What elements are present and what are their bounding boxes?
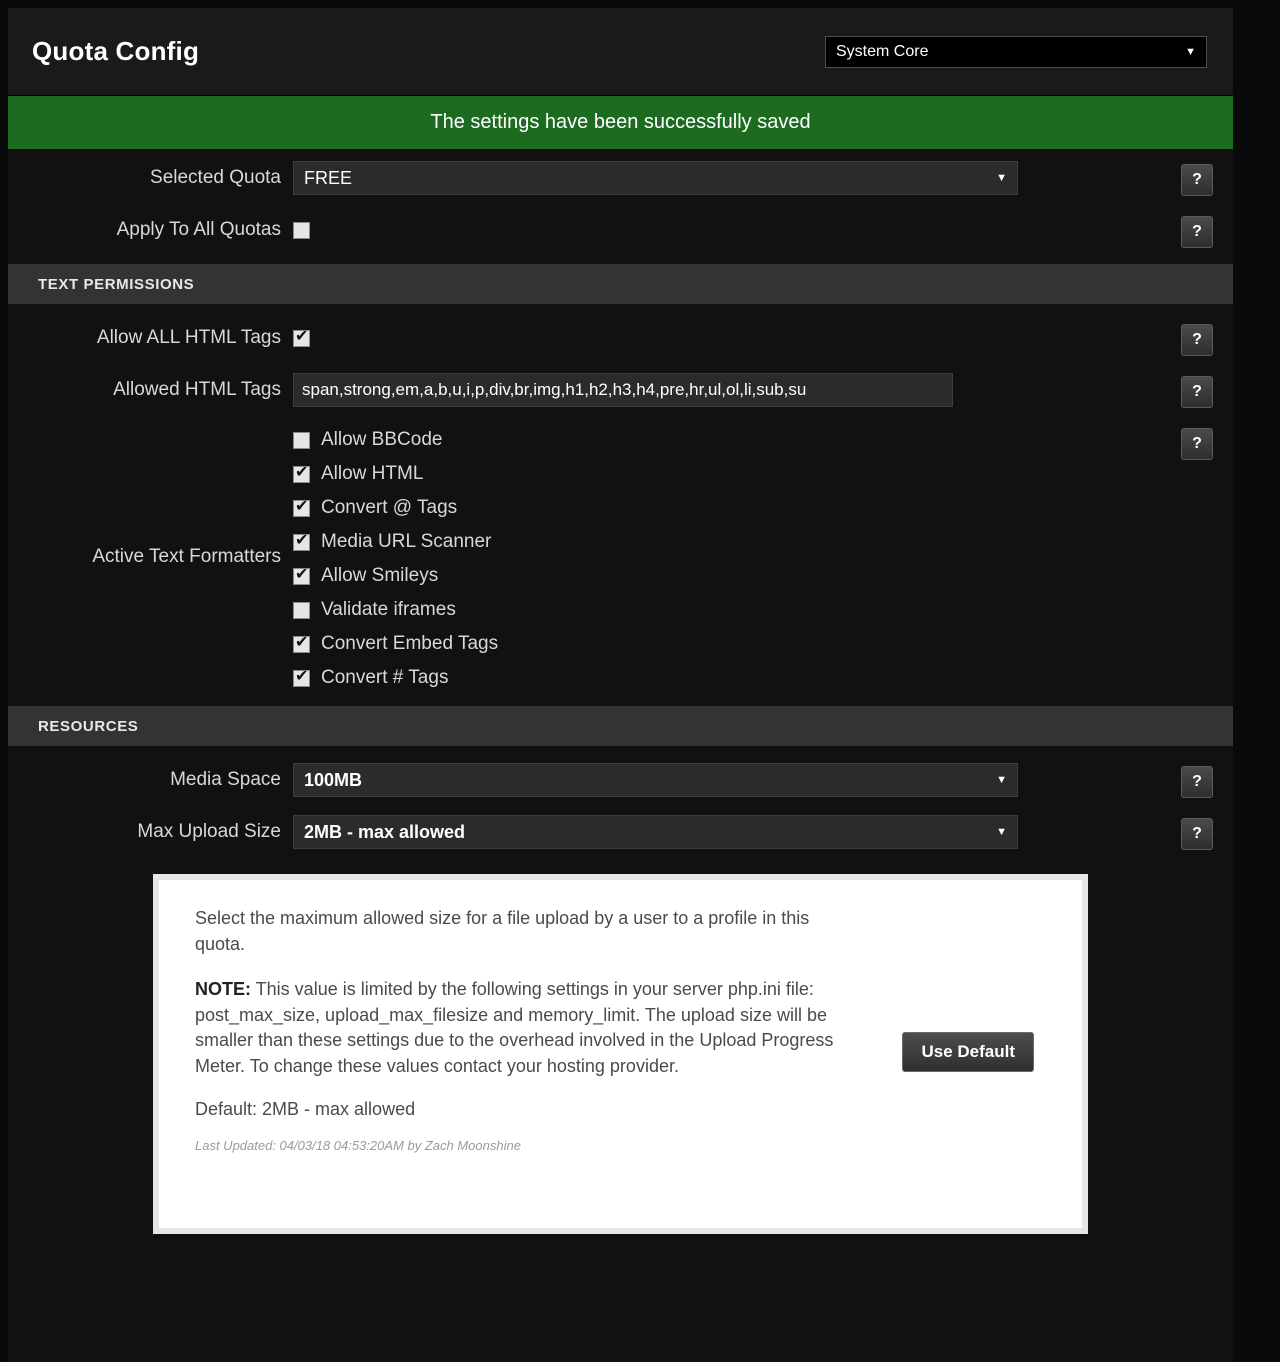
max-upload-size-value: 2MB - max allowed xyxy=(304,821,466,842)
row-selected-quota xyxy=(8,152,1233,204)
list-item[interactable] xyxy=(293,599,498,621)
help-button-apply-all-quotas[interactable]: ? xyxy=(1181,216,1213,248)
quota-config-app xyxy=(8,8,1233,1362)
max-upload-size-select[interactable] xyxy=(293,815,1018,849)
formatter-label: Convert # Tags xyxy=(321,667,449,688)
list-item[interactable] xyxy=(293,667,498,689)
use-default-button[interactable]: Use Default xyxy=(902,1032,1034,1072)
allow-all-html-tags-checkbox[interactable] xyxy=(293,330,310,347)
list-item[interactable] xyxy=(293,497,498,519)
formatter-label: Media URL Scanner xyxy=(321,531,492,552)
chevron-down-icon: ▼ xyxy=(996,826,1007,838)
help-button-media-space[interactable]: ? xyxy=(1181,766,1213,798)
allowed-html-tags-label: Allowed HTML Tags xyxy=(113,379,281,400)
help-panel-wrapper xyxy=(8,858,1233,1234)
row-allowed-html-tags xyxy=(8,364,1233,416)
allowed-html-tags-input[interactable]: span,strong,em,a,b,u,i,p,div,br,img,h1,h2,h3,h4,pre,hr,ul,ol,li,sub,su xyxy=(293,373,953,407)
allow-all-html-tags-label: Allow ALL HTML Tags xyxy=(96,327,281,348)
help-button-allowed-html-tags[interactable]: ? xyxy=(1181,376,1213,408)
row-allow-all-html-tags xyxy=(8,312,1233,364)
selected-quota-select[interactable] xyxy=(293,161,1018,195)
help-panel-default: Default: 2MB - max allowed xyxy=(195,1099,416,1120)
help-button-active-text-formatters[interactable]: ? xyxy=(1181,428,1213,460)
help-panel-note xyxy=(195,977,855,1079)
formatter-label: Validate iframes xyxy=(321,599,456,620)
help-panel-intro: Select the maximum allowed size for a file upload by a user to a profile in this quota. xyxy=(195,908,810,954)
chevron-down-icon: ▼ xyxy=(1185,45,1196,58)
selected-quota-value: FREE xyxy=(304,167,353,188)
help-button-allow-all-html-tags[interactable]: ? xyxy=(1181,324,1213,356)
formatter-label: Convert @ Tags xyxy=(321,497,458,518)
formatter-label: Allow HTML xyxy=(321,463,424,484)
formatter-checkbox-allow-html[interactable] xyxy=(293,466,310,483)
media-space-label: Media Space xyxy=(170,769,281,790)
formatter-checkbox-convert-at-tags[interactable] xyxy=(293,500,310,517)
formatter-checkbox-convert-embed-tags[interactable] xyxy=(293,636,310,653)
formatter-checkbox-validate-iframes[interactable] xyxy=(293,602,310,619)
app-header xyxy=(8,8,1233,96)
list-item[interactable] xyxy=(293,565,498,587)
list-item[interactable] xyxy=(293,633,498,655)
row-max-upload-size xyxy=(8,806,1233,858)
row-media-space xyxy=(8,754,1233,806)
help-button-selected-quota[interactable]: ? xyxy=(1181,164,1213,196)
scope-select-value: System Core xyxy=(836,42,929,60)
formatter-label: Convert Embed Tags xyxy=(321,633,499,654)
section-text-permissions: TEXT PERMISSIONS xyxy=(8,264,1233,304)
formatter-checkbox-convert-hash-tags[interactable] xyxy=(293,670,310,687)
scope-select[interactable] xyxy=(825,36,1207,68)
list-item[interactable] xyxy=(293,429,498,451)
help-panel-note-body: This value is limited by the following settings in your server php.ini file: post_max_size, upload_max_filesize and memory_limit. The upload size will be smaller than these settings due to the overhead involved in the Upload Progress Meter. To change these values contact your hosting provider. xyxy=(195,979,834,1076)
formatter-checkbox-allow-smileys[interactable] xyxy=(293,568,310,585)
active-text-formatters-label: Active Text Formatters xyxy=(92,546,281,567)
formatter-checkbox-media-url-scanner[interactable] xyxy=(293,534,310,551)
row-apply-all-quotas xyxy=(8,204,1233,256)
help-button-max-upload-size[interactable]: ? xyxy=(1181,818,1213,850)
selected-quota-label: Selected Quota xyxy=(150,167,281,188)
bottom-spacer xyxy=(8,1234,1233,1248)
page-title: Quota Config xyxy=(32,36,200,66)
apply-all-quotas-label: Apply To All Quotas xyxy=(116,219,281,240)
formatter-label: Allow Smileys xyxy=(321,565,439,586)
success-banner: The settings have been successfully saved xyxy=(8,96,1233,152)
chevron-down-icon: ▼ xyxy=(996,172,1007,184)
help-panel-updated: Last Updated: 04/03/18 04:53:20AM by Zach Moonshine xyxy=(195,1138,521,1154)
media-space-select[interactable] xyxy=(293,763,1018,797)
list-item[interactable] xyxy=(293,463,498,485)
max-upload-size-label: Max Upload Size xyxy=(137,821,281,842)
chevron-down-icon: ▼ xyxy=(996,774,1007,786)
media-space-value: 100MB xyxy=(304,769,363,790)
apply-all-quotas-checkbox[interactable] xyxy=(293,222,310,239)
row-active-text-formatters xyxy=(8,416,1233,698)
active-text-formatters-list xyxy=(293,425,498,689)
help-panel xyxy=(153,874,1088,1234)
formatter-label: Allow BBCode xyxy=(321,429,443,450)
formatter-checkbox-allow-bbcode[interactable] xyxy=(293,432,310,449)
list-item[interactable] xyxy=(293,531,498,553)
section-resources: RESOURCES xyxy=(8,706,1233,746)
help-panel-note-label: NOTE: xyxy=(195,979,251,1000)
